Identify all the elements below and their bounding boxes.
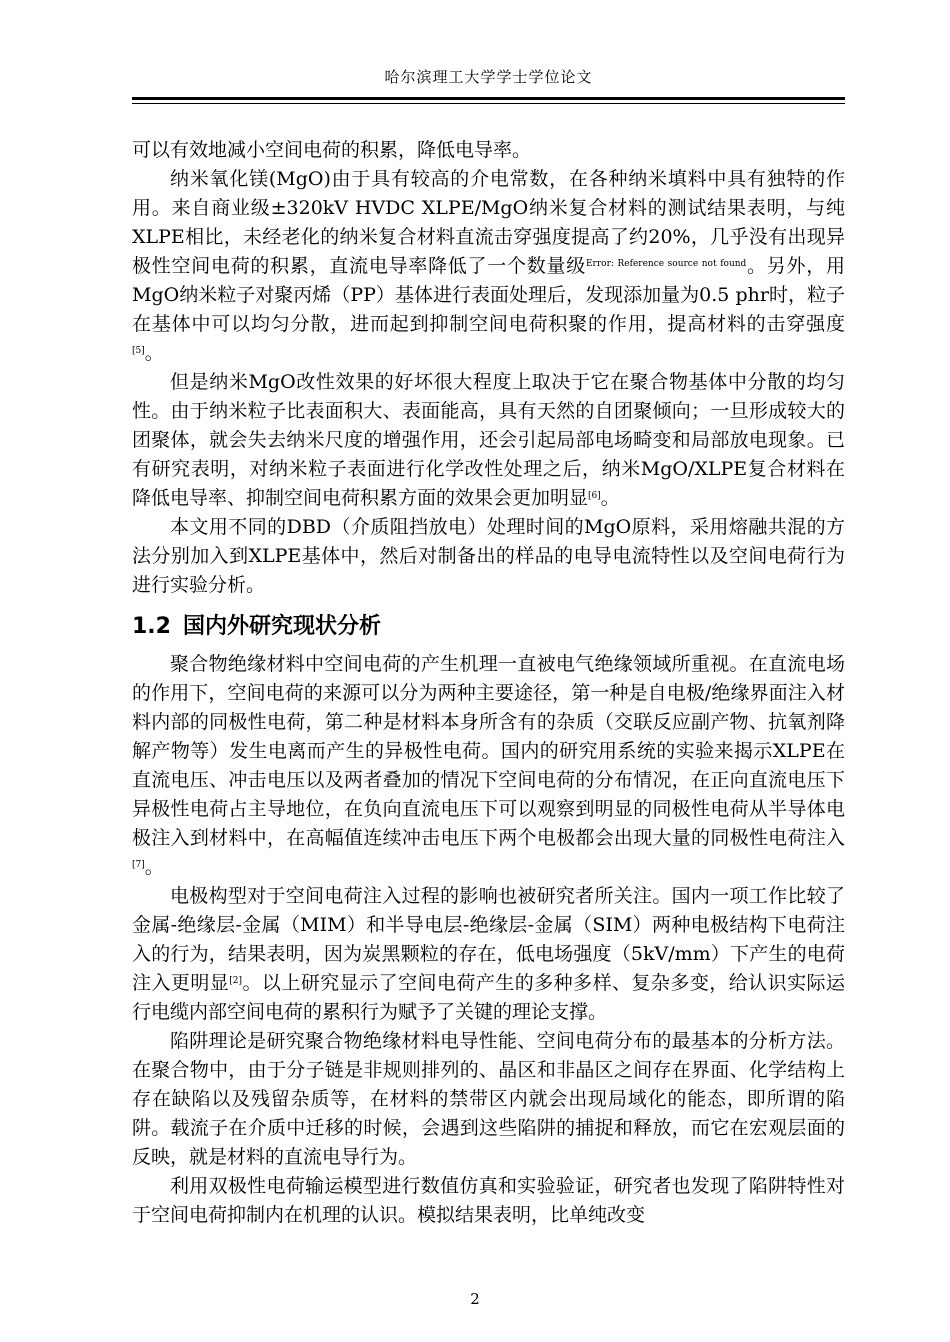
paragraph: 可以有效地减小空间电荷的积累，降低电导率。	[132, 139, 532, 161]
paragraph: 但是纳米MgO改性效果的好坏很大程度上取决于它在聚合物基体中分散的均匀性。由于纳米粒子比表面积大、表面能高，具有天然的自团聚倾向；一旦形成较大的团聚体，就会失去纳米尺度的增强作用，还会引起局部电场畸变和局部放电现象。已有研究表明，对纳米粒子表面进行化学改性处理之后，纳米MgO/XLPE复合材料在降低电导率、抑制空间电荷积累方面的效果会更加明显[6]。	[132, 371, 845, 509]
citation-error: Error: Reference source not found	[585, 259, 747, 269]
paragraph: 聚合物绝缘材料中空间电荷的产生机理一直被电气绝缘领域所重视。在直流电场的作用下，空间电荷的来源可以分为两种主要途径，第一种是自电极/绝缘界面注入材料内部的同极性电荷，第二种是材料本身所含有的杂质（交联反应副产物、抗氧剂降解产物等）发生电离而产生的异极性电荷。国内的研究用系统的实验来揭示XLPE在直流电压、冲击电压以及两者叠加的情况下空间电荷的分布情况，在正向直流电压下异极性电荷占主导地位，在负向直流电压下可以观察到明显的同极性电荷从半导体电极注入到材料中，在高幅值连续冲击电压下两个电极都会出现大量的同极性电荷注入[7]。	[132, 653, 845, 878]
paragraph: 利用双极性电荷输运模型进行数值仿真和实验验证，研究者也发现了陷阱特性对于空间电荷抑制内在机理的认识。模拟结果表明，比单纯改变	[132, 1175, 845, 1226]
section-title: 国内外研究现状分析	[182, 614, 381, 639]
paragraph: 陷阱理论是研究聚合物绝缘材料电导性能、空间电荷分布的最基本的分析方法。在聚合物中，由于分子链是非规则排列的、晶区和非晶区之间存在界面、化学结构上存在缺陷以及残留杂质等，在材料的禁带区内就会出现局域化的能态，即所谓的陷阱。载流子在介质中迁移的时候，会遇到这些陷阱的捕捉和释放，而它在宏观层面的反映，就是材料的直流电导行为。	[132, 1030, 845, 1168]
citation: [7]	[132, 860, 145, 870]
citation: [6]	[588, 491, 601, 501]
page-number: 2	[470, 1290, 480, 1308]
section-number: 1.2	[132, 614, 171, 639]
paragraph: 电极构型对于空间电荷注入过程的影响也被研究者所关注。国内一项工作比较了金属-绝缘层-金属（MIM）和半导电层-绝缘层-金属（SIM）两种电极结构下电荷注入的行为，结果表明，因为炭黑颗粒的存在，低电场强度（5kV/mm）下产生的电荷注入更明显[2]。以上研究显示了空间电荷产生的多种多样、复杂多变，给认识实际运行电缆内部空间电荷的累积行为赋予了关键的理论支撑。	[132, 885, 845, 1023]
paragraph: 纳米氧化镁(MgO)由于具有较高的介电常数，在各种纳米填料中具有独特的作用。来自商业级±320kV HVDC XLPE/MgO纳米复合材料的测试结果表明，与纯XLPE相比，未经老化的纳米复合材料直流击穿强度提高了约20%，几乎没有出现异极性空间电荷的积累，直流电导率降低了一个数量级$^{Error: Reference source not found}$。另外，用MgO纳米粒子对聚丙烯（PP）基体进行表面处理后，发现添加量为0.5 phr时，粒子在基体中可以均匀分散，进而起到抑制空间电荷积聚的作用，提高材料的击穿强度[5]。	[132, 168, 845, 364]
page-header: 哈尔滨理工大学学士学位论文	[384, 68, 593, 86]
body-text	[132, 136, 845, 1230]
paragraph: 本文用不同的DBD（介质阻挡放电）处理时间的MgO原料，采用熔融共混的方法分别加入到XLPE基体中，然后对制备出的样品的电导电流特性以及空间电荷行为进行实验分析。	[132, 516, 845, 596]
header-rule-thick	[132, 97, 845, 100]
header-rule-thin	[132, 103, 845, 104]
section-heading	[132, 612, 845, 642]
citation: [5]	[132, 346, 145, 356]
citation: [2]	[229, 976, 243, 986]
